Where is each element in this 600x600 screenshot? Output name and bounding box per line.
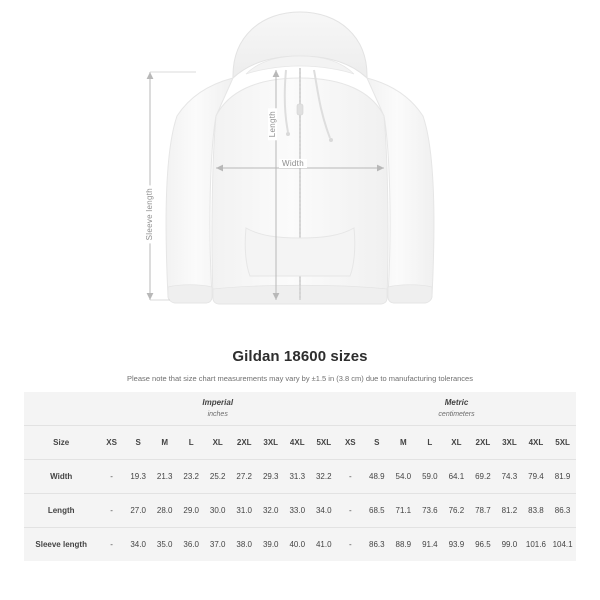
- table-row-sleeve-length: [24, 528, 576, 562]
- cell-sleeve-metric-xs: -: [337, 528, 364, 562]
- sleeve-length-dimension-label: Sleeve length: [145, 185, 154, 243]
- size-table: [24, 392, 576, 561]
- cell-width-imperial-s: 19.3: [125, 460, 152, 494]
- cell-sleeve-metric-m: 88.9: [390, 528, 417, 562]
- cell-width-metric-l: 59.0: [417, 460, 444, 494]
- system-name-imperial: Imperial: [202, 397, 234, 407]
- size-header-metric-xl: XL: [443, 426, 470, 460]
- cell-width-metric-xs: -: [337, 460, 364, 494]
- cell-length-imperial-s: 27.0: [125, 494, 152, 528]
- cell-length-imperial-m: 28.0: [151, 494, 178, 528]
- table-row-length: [24, 494, 576, 528]
- size-header-metric-xs: XS: [337, 426, 364, 460]
- size-header-imperial-s: S: [125, 426, 152, 460]
- system-header-row: [24, 392, 576, 426]
- length-dimension-label: Length: [268, 108, 277, 140]
- row-label-width: Width: [24, 460, 98, 494]
- cell-sleeve-imperial-xs: -: [98, 528, 125, 562]
- system-header-metric: [337, 392, 576, 426]
- row-label-sleeve-length: Sleeve length: [24, 528, 98, 562]
- cell-width-imperial-2xl: 27.2: [231, 460, 258, 494]
- cell-sleeve-imperial-5xl: 41.0: [311, 528, 338, 562]
- cell-sleeve-imperial-m: 35.0: [151, 528, 178, 562]
- cell-width-imperial-3xl: 29.3: [257, 460, 284, 494]
- size-header-imperial-2xl: 2XL: [231, 426, 258, 460]
- cell-length-metric-4xl: 83.8: [523, 494, 550, 528]
- system-header-imperial: [98, 392, 337, 426]
- cell-width-metric-s: 48.9: [364, 460, 391, 494]
- cell-width-imperial-4xl: 31.3: [284, 460, 311, 494]
- cell-width-metric-4xl: 79.4: [523, 460, 550, 494]
- size-header-metric-s: S: [364, 426, 391, 460]
- cell-width-imperial-l: 23.2: [178, 460, 205, 494]
- size-header-metric-l: L: [417, 426, 444, 460]
- size-header-metric-5xl: 5XL: [549, 426, 576, 460]
- cell-sleeve-imperial-xl: 37.0: [204, 528, 231, 562]
- cell-width-imperial-5xl: 32.2: [311, 460, 338, 494]
- cell-length-imperial-l: 29.0: [178, 494, 205, 528]
- size-header-imperial-4xl: 4XL: [284, 426, 311, 460]
- cell-length-imperial-2xl: 31.0: [231, 494, 258, 528]
- size-header-metric-2xl: 2XL: [470, 426, 497, 460]
- cell-length-imperial-5xl: 34.0: [311, 494, 338, 528]
- title-block: [0, 330, 600, 383]
- size-header-imperial-xs: XS: [98, 426, 125, 460]
- cell-width-metric-2xl: 69.2: [470, 460, 497, 494]
- system-name-metric: Metric: [444, 397, 469, 407]
- cell-length-metric-5xl: 86.3: [549, 494, 576, 528]
- size-header-imperial-m: M: [151, 426, 178, 460]
- width-dimension-label: Width: [279, 159, 307, 168]
- cell-sleeve-metric-xl: 93.9: [443, 528, 470, 562]
- cell-sleeve-metric-3xl: 99.0: [496, 528, 523, 562]
- cell-width-metric-5xl: 81.9: [549, 460, 576, 494]
- cell-width-imperial-xl: 25.2: [204, 460, 231, 494]
- cell-sleeve-imperial-s: 34.0: [125, 528, 152, 562]
- cell-sleeve-metric-5xl: 104.1: [549, 528, 576, 562]
- size-header-imperial-3xl: 3XL: [257, 426, 284, 460]
- cell-sleeve-imperial-4xl: 40.0: [284, 528, 311, 562]
- size-header-metric-3xl: 3XL: [496, 426, 523, 460]
- cell-sleeve-metric-l: 91.4: [417, 528, 444, 562]
- cell-sleeve-imperial-l: 36.0: [178, 528, 205, 562]
- size-header-imperial-5xl: 5XL: [311, 426, 338, 460]
- cell-length-imperial-4xl: 33.0: [284, 494, 311, 528]
- cell-length-imperial-xs: -: [98, 494, 125, 528]
- cell-length-imperial-xl: 30.0: [204, 494, 231, 528]
- cell-width-metric-xl: 64.1: [443, 460, 470, 494]
- cell-sleeve-metric-4xl: 101.6: [523, 528, 550, 562]
- size-header-metric-4xl: 4XL: [523, 426, 550, 460]
- cell-width-metric-m: 54.0: [390, 460, 417, 494]
- cell-length-metric-2xl: 78.7: [470, 494, 497, 528]
- table-row-width: [24, 460, 576, 494]
- cell-width-imperial-m: 21.3: [151, 460, 178, 494]
- cell-length-metric-xs: -: [337, 494, 364, 528]
- tolerance-note: Please note that size chart measurements may vary by ±1.5 in (3.8 cm) due to manufacturing tolerances: [127, 374, 473, 383]
- cell-sleeve-metric-s: 86.3: [364, 528, 391, 562]
- system-unit-imperial: inches: [207, 410, 228, 418]
- cell-width-imperial-xs: -: [98, 460, 125, 494]
- cell-length-imperial-3xl: 32.0: [257, 494, 284, 528]
- system-header-spacer: [24, 392, 98, 426]
- cell-width-metric-3xl: 74.3: [496, 460, 523, 494]
- cell-sleeve-imperial-2xl: 38.0: [231, 528, 258, 562]
- cell-length-metric-m: 71.1: [390, 494, 417, 528]
- size-header-imperial-l: L: [178, 426, 205, 460]
- system-unit-metric: centimeters: [438, 410, 475, 418]
- size-column-label: Size: [24, 426, 98, 460]
- cell-length-metric-3xl: 81.2: [496, 494, 523, 528]
- cell-sleeve-imperial-3xl: 39.0: [257, 528, 284, 562]
- row-label-length: Length: [24, 494, 98, 528]
- size-table-wrapper: [24, 392, 576, 561]
- cell-length-metric-l: 73.6: [417, 494, 444, 528]
- cell-sleeve-metric-2xl: 96.5: [470, 528, 497, 562]
- cell-length-metric-s: 68.5: [364, 494, 391, 528]
- cell-length-metric-xl: 76.2: [443, 494, 470, 528]
- size-header-row: [24, 426, 576, 460]
- size-header-imperial-xl: XL: [204, 426, 231, 460]
- size-header-metric-m: M: [390, 426, 417, 460]
- page-title: Gildan 18600 sizes: [232, 348, 368, 365]
